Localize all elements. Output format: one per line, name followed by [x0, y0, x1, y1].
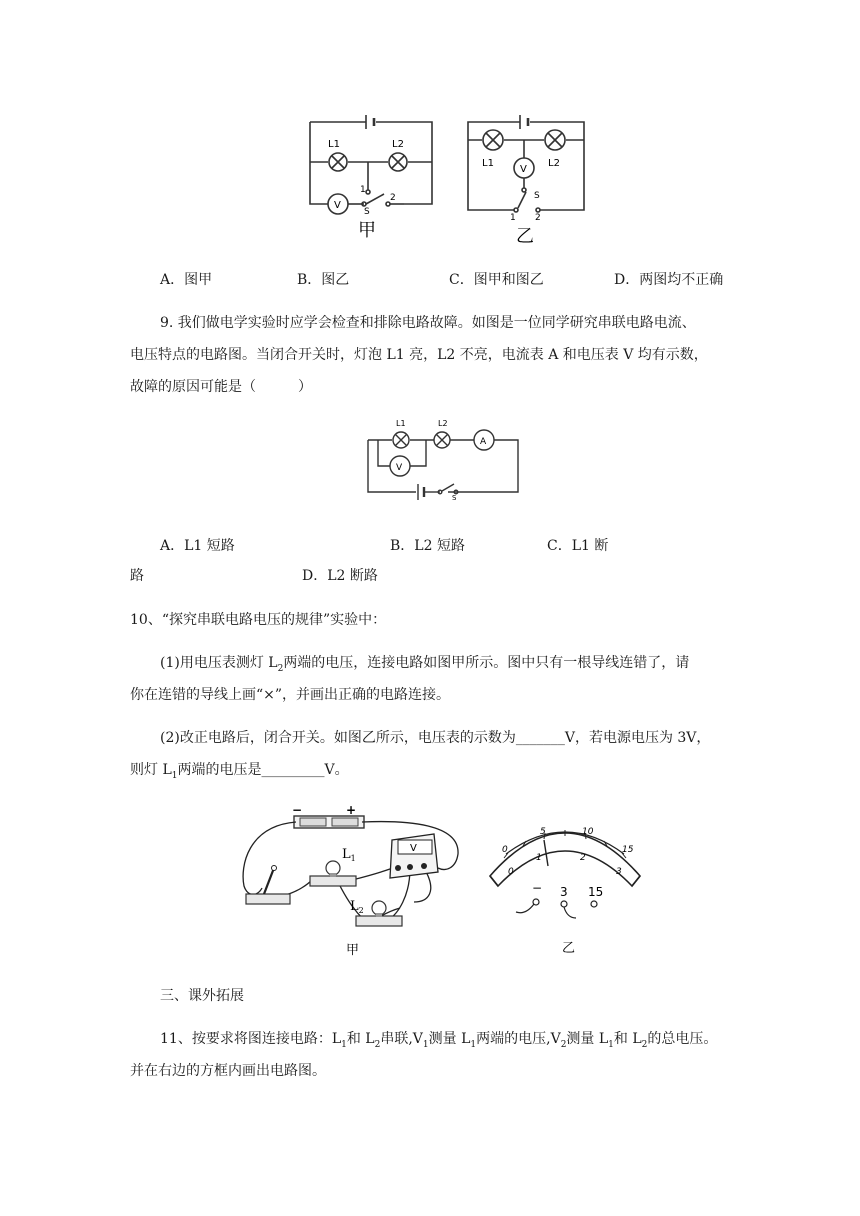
dial-lower-tick-2: 2 — [580, 853, 586, 863]
q10-part1-line2: 你在连错的导线上画“×”，并画出正确的电路连接。 — [130, 687, 451, 703]
q9-L1-label: L1 — [396, 419, 406, 428]
battery-minus-label: − — [292, 806, 303, 817]
q10-fig-yi-caption: 乙 — [562, 941, 576, 956]
jia-caption: 甲 — [358, 220, 376, 241]
q10-physical-circuit-jia — [238, 806, 464, 958]
q10-fig-jia-caption: 甲 — [346, 943, 360, 958]
q8-option-c[interactable]: C．图甲和图乙 — [449, 272, 544, 288]
q9-option-b[interactable]: B．L2 短路 — [390, 538, 465, 554]
dial-terminal-15: 15 — [588, 885, 604, 899]
yi-L2-label: L2 — [548, 158, 560, 169]
q10-L2-label: $L_2$ — [350, 899, 364, 915]
q9-ammeter-label: A — [480, 437, 487, 447]
q11-line-2: 并在右边的方框内画出电路图。 — [130, 1063, 326, 1079]
q10-part2-line1: (2)改正电路后，闭合开关。如图乙所示，电压表的示数为_______V，若电源电压为 3V， — [160, 730, 711, 746]
q9-option-d[interactable]: D．L2 断路 — [302, 568, 378, 584]
jia-S-label: S — [364, 207, 370, 217]
q9-option-c[interactable]: C．L1 断 — [547, 538, 609, 554]
q10-voltmeter-label: V — [410, 843, 417, 854]
dial-upper-tick-15: 15 — [622, 845, 634, 855]
q10-voltmeter-dial-yi — [484, 796, 646, 958]
yi-caption: 乙 — [516, 226, 534, 247]
q9-switch-label: S — [452, 494, 457, 500]
battery-plus-label: + — [346, 806, 357, 817]
yi-terminal-1: 1 — [510, 213, 516, 223]
dial-terminal-minus: − — [532, 881, 543, 895]
dial-lower-tick-3: 3 — [616, 867, 622, 877]
q8-option-a[interactable]: A．图甲 — [160, 272, 213, 288]
q9-option-c-continued: 路 — [130, 568, 144, 584]
dial-upper-tick-0: 0 — [502, 845, 508, 855]
q11-line-1: 11、按要求将图连接电路：$L_1$和 $L_2$串联$,V_1$测量 $L_1$两端的电压$,V_2$测量 $L_1$和 $L_2$的总电压。 — [160, 1031, 718, 1050]
q9-L2-label: L2 — [438, 419, 448, 428]
jia-L2-label: L2 — [392, 139, 404, 150]
q8-option-b[interactable]: B．图乙 — [297, 272, 350, 288]
yi-terminal-2: 2 — [535, 213, 541, 223]
q10-title: 10、“探究串联电路电压的规律”实验中： — [130, 612, 387, 628]
q9-option-a[interactable]: A．L1 短路 — [160, 538, 235, 554]
yi-V-label: V — [520, 164, 527, 175]
jia-L1-label: L1 — [328, 139, 340, 150]
dial-lower-tick-1: 1 — [536, 853, 542, 863]
jia-terminal-2: 2 — [390, 193, 396, 203]
q9-line-3: 故障的原因可能是（ ） — [130, 379, 312, 395]
q9-line-1: 9. 我们做电学实验时应学会检查和排除电路故障。如图是一位同学研究串联电路电流、 — [160, 315, 696, 331]
q10-part2-line2: 则灯 $L_1$两端的电压是_________V。 — [130, 762, 349, 781]
dial-lower-tick-0: 0 — [508, 867, 514, 877]
q10-part1-line1: (1)用电压表测灯 $L_2$两端的电压，连接电路如图甲所示。图中只有一根导线连错了，请 — [160, 655, 690, 674]
circuit-figure-jia — [300, 108, 440, 248]
yi-L1-label: L1 — [482, 158, 494, 169]
jia-V-label: V — [334, 200, 341, 211]
dial-terminal-3: 3 — [560, 885, 568, 899]
q9-voltmeter-label: V — [396, 463, 403, 473]
q10-L1-label: $L_1$ — [342, 847, 356, 863]
circuit-figure-yi — [460, 108, 600, 248]
dial-upper-tick-10: 10 — [582, 827, 594, 837]
jia-terminal-1: 1 — [360, 185, 366, 195]
section-3-title: 三、课外拓展 — [160, 988, 244, 1004]
q8-option-d[interactable]: D．两图均不正确 — [614, 272, 724, 288]
dial-upper-tick-5: 5 — [540, 827, 546, 837]
yi-S-label: S — [534, 191, 540, 201]
q9-circuit-figure — [360, 414, 530, 500]
q9-line-2: 电压特点的电路图。当闭合开关时，灯泡 L1 亮，L2 不亮，电流表 A 和电压表 V 均有示数， — [130, 347, 708, 363]
